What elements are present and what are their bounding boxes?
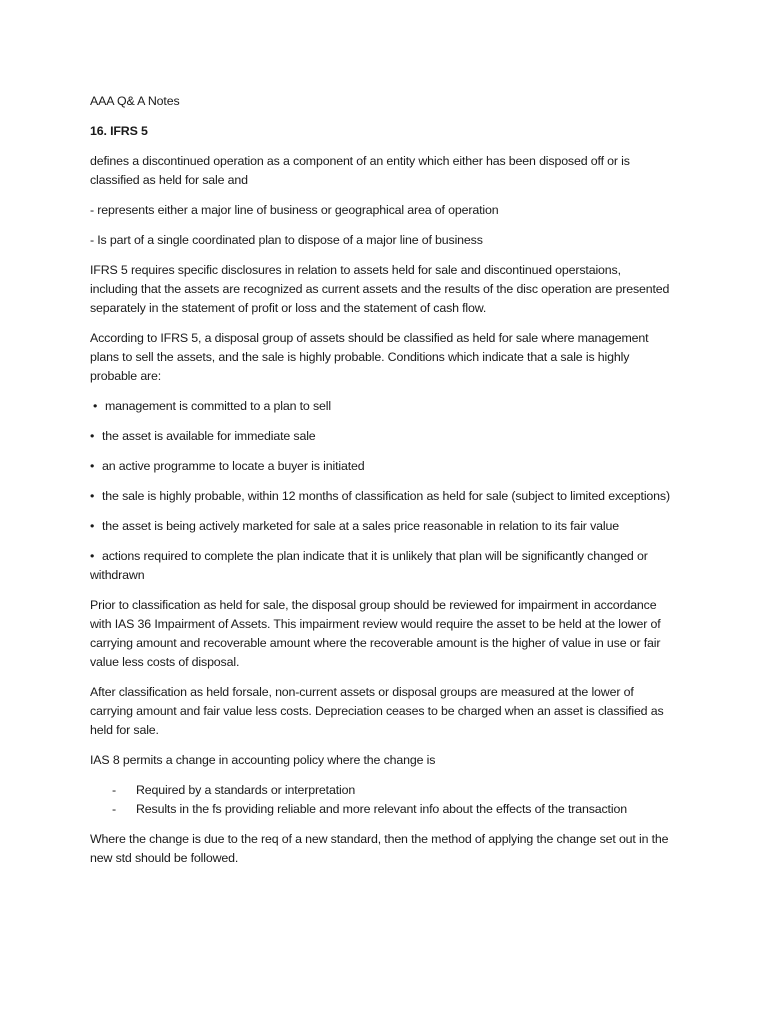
section-heading: 16. IFRS 5 <box>90 124 148 138</box>
condition-text: an active programme to locate a buyer is initiated <box>102 459 365 473</box>
intro-paragraph: defines a discontinued operation as a component of an entity which either has been disposed off or is classified as held for sale and <box>90 154 630 187</box>
dash-icon: - <box>112 802 116 816</box>
dash-icon: - <box>112 783 116 797</box>
bullet-icon: • <box>90 459 95 473</box>
ias8-item-text: Results in the fs providing reliable and more relevant info about the effects of the transaction <box>136 802 627 816</box>
ias8-list-item <box>90 781 670 800</box>
condition-item <box>90 517 670 536</box>
ias8-list <box>90 781 670 819</box>
condition-item <box>90 487 670 506</box>
condition-text: actions required to complete the plan indicate that it is unlikely that plan will be significantly changed or withdrawn <box>90 549 648 582</box>
condition-text: the asset is available for immediate sale <box>102 429 316 443</box>
document-body <box>90 92 670 879</box>
ias8-intro-paragraph: IAS 8 permits a change in accounting policy where the change is <box>90 753 436 767</box>
new-standard-paragraph: Where the change is due to the req of a new standard, then the method of applying the change set out in the new std should be followed. <box>90 832 669 865</box>
ias8-item-text: Required by a standards or interpretation <box>136 783 356 797</box>
condition-text: management is committed to a plan to sell <box>105 399 331 413</box>
bullet-icon: • <box>90 519 95 533</box>
condition-item <box>90 427 670 446</box>
ias8-list-item <box>90 800 670 819</box>
document-title: AAA Q& A Notes <box>90 94 180 108</box>
condition-item <box>90 457 670 476</box>
condition-item <box>90 547 670 585</box>
held-for-sale-paragraph: According to IFRS 5, a disposal group of assets should be classified as held for sale where management plans to sell the assets, and the sale is highly probable. Conditions which indicate that a sale is highly probable are: <box>90 331 649 383</box>
condition-text: the asset is being actively marketed for sale at a sales price reasonable in relation to its fair value <box>102 519 619 533</box>
criteria-item: - Is part of a single coordinated plan to dispose of a major line of business <box>90 233 483 247</box>
condition-text: the sale is highly probable, within 12 months of classification as held for sale (subject to limited exceptions) <box>102 489 670 503</box>
criteria-item: - represents either a major line of business or geographical area of operation <box>90 203 499 217</box>
measurement-paragraph: After classification as held forsale, non-current assets or disposal groups are measured at the lower of carrying amount and fair value less costs. Depreciation ceases to be charged when an asset is classified as held for sale. <box>90 685 664 737</box>
bullet-icon: • <box>90 429 95 443</box>
bullet-icon: • <box>90 549 95 563</box>
condition-item <box>90 397 670 416</box>
disclosures-paragraph: IFRS 5 requires specific disclosures in relation to assets held for sale and discontinued operstaions, including that the assets are recognized as current assets and the results of the disc operation are presented separately in the statement of profit or loss and the statement of cash flow. <box>90 263 670 315</box>
impairment-paragraph: Prior to classification as held for sale, the disposal group should be reviewed for impairment in accordance with IAS 36 Impairment of Assets. This impairment review would require the asset to be held at the lower of carrying amount and recoverable amount where the recoverable amount is the higher of value in use or fair value less costs of disposal. <box>90 598 661 669</box>
bullet-icon: • <box>90 489 95 503</box>
bullet-icon: • <box>93 399 98 413</box>
